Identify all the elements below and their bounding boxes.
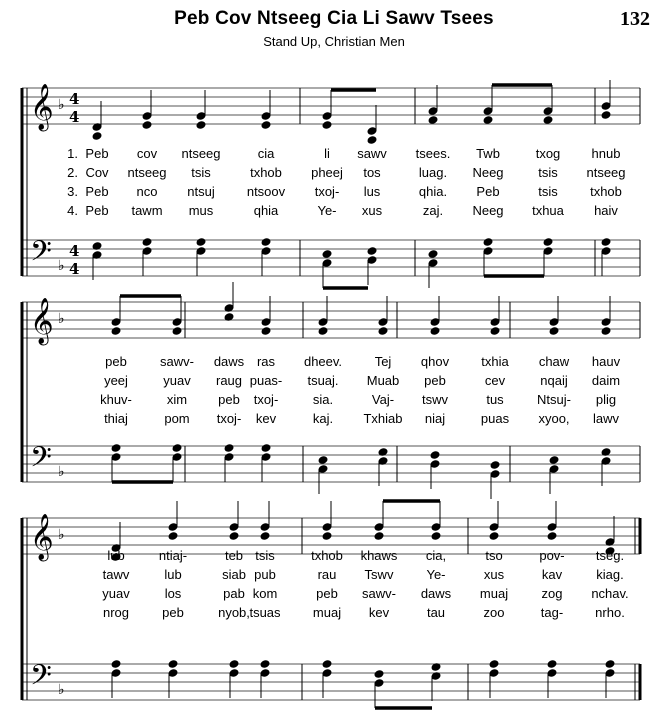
lyric-syllable: puas- [249, 373, 283, 388]
lyric-syllable: kev [368, 605, 390, 620]
treble-note-head [546, 531, 557, 541]
lyric-syllable: txoj- [253, 392, 279, 407]
lyric-syllable: peb [424, 373, 446, 388]
lyric-line [0, 373, 668, 391]
lyric-syllable: Txhiab [363, 411, 403, 426]
lyric-syllable: lus [363, 184, 381, 199]
bass-note-head [373, 669, 384, 679]
treble-note-head [228, 531, 239, 541]
lyric-line [0, 203, 668, 221]
lyric-syllable: Twb [476, 146, 500, 161]
flat-icon: ♭ [58, 311, 65, 327]
treble-clef-icon: 𝄞 [30, 298, 54, 344]
lyric-syllable: Cov [85, 165, 109, 180]
lyric-syllable: rau [317, 567, 337, 582]
lyric-syllable: li [324, 146, 330, 161]
lyric-syllable: sawv- [362, 586, 396, 601]
hymn-number: 132 [620, 8, 650, 30]
lyric-syllable: tos [363, 165, 381, 180]
lyric-syllable: Neeg [472, 165, 504, 180]
time-signature-top: 4 [69, 242, 80, 260]
lyric-syllable: Muab [366, 373, 400, 388]
lyric-syllable: txhob [311, 548, 343, 563]
lyric-syllable: muaj [479, 586, 509, 601]
bass-note-head [228, 659, 239, 669]
lyric-syllable: haiv [594, 203, 618, 218]
lyric-syllable: pub [254, 567, 276, 582]
lyric-line [0, 567, 668, 585]
lyric-syllable: tsuaj. [307, 373, 339, 388]
lyric-syllable: qhov [420, 354, 450, 369]
lyric-syllable: ntsoov [246, 184, 286, 199]
lyric-syllable: siab [222, 567, 246, 582]
treble-note-head [167, 531, 178, 541]
lyric-syllable: lawv [592, 411, 620, 426]
lyric-line [0, 392, 668, 410]
lyric-syllable: txhob [250, 165, 282, 180]
lyric-syllable: nyob, [218, 605, 250, 620]
lyric-syllable: qhia. [418, 184, 448, 199]
lyric-syllable: daws [420, 586, 452, 601]
flat-icon: ♭ [58, 97, 65, 113]
lyric-syllable: tso [485, 548, 503, 563]
lyric-syllable: peb [218, 392, 240, 407]
lyric-syllable: nco [136, 184, 158, 199]
lyric-syllable: zaj. [422, 203, 444, 218]
bass-note-head [488, 659, 499, 669]
hymn-title: Peb Cov Ntseeg Cia Li Sawv Tsees [174, 8, 494, 29]
lyric-syllable: tag- [540, 605, 564, 620]
lyric-syllable: daws [213, 354, 245, 369]
lyric-line [0, 354, 668, 372]
lyric-syllable: Peb [85, 184, 109, 199]
lyric-syllable: mus [188, 203, 214, 218]
lyric-syllable: zoo [483, 605, 505, 620]
lyric-syllable: kom [252, 586, 278, 601]
lyric-syllable: lub [107, 548, 125, 563]
lyric-syllable: khaws [360, 548, 398, 563]
lyric-syllable: Peb [476, 184, 500, 199]
lyric-syllable: xus [483, 567, 505, 582]
lyric-syllable: ras [256, 354, 276, 369]
lyric-syllable: xus [361, 203, 383, 218]
lyric-syllable: yeej [104, 373, 128, 388]
lyric-syllable: khuv- [100, 392, 132, 407]
lyric-syllable: tsis [538, 184, 558, 199]
lyric-syllable: txhob [590, 184, 622, 199]
lyric-syllable: Vaj- [371, 392, 395, 407]
bass-clef-icon: 𝄢 [30, 659, 52, 699]
bass-note-head [546, 659, 557, 669]
lyric-syllable: txhua [532, 203, 564, 218]
lyric-syllable: tsis [191, 165, 211, 180]
lyric-syllable: Ntsuj- [537, 392, 571, 407]
lyric-syllable: tawm [131, 203, 163, 218]
verse-number: 2. [67, 165, 78, 180]
lyric-syllable: kiag. [596, 567, 624, 582]
lyric-line [0, 146, 668, 164]
hymn-subtitle: Stand Up, Christian Men [263, 34, 405, 49]
lyric-syllable: plig [595, 392, 617, 407]
lyric-syllable: txog [535, 146, 561, 161]
lyric-syllable: cia, [425, 548, 447, 563]
time-signature-bottom: 4 [69, 108, 80, 126]
lyric-syllable: pov- [539, 548, 565, 563]
lyric-syllable: xyoo, [538, 411, 570, 426]
bass-clef-icon: 𝄢 [30, 441, 52, 481]
lyric-syllable: xim [166, 392, 188, 407]
lyric-syllable: tsuas [249, 605, 281, 620]
lyric-syllable: peb [316, 586, 338, 601]
lyric-syllable: cia [257, 146, 275, 161]
lyric-syllable: tsis [255, 548, 275, 563]
lyric-syllable: nqaij [540, 373, 568, 388]
lyric-syllable: zog [541, 586, 563, 601]
bass-note-head [167, 659, 178, 669]
lyric-syllable: ntseeg [127, 165, 167, 180]
bass-clef-icon: 𝄢 [30, 235, 52, 275]
lyric-syllable: tswv [422, 392, 448, 407]
lyric-syllable: Peb [85, 203, 109, 218]
lyric-syllable: yuav [163, 373, 191, 388]
lyric-syllable: hnub [591, 146, 621, 161]
lyric-syllable: nrog [102, 605, 130, 620]
bass-note-head [604, 659, 615, 669]
lyric-syllable: txhia [481, 354, 509, 369]
lyric-syllable: txoj- [216, 411, 242, 426]
verse-number: 4. [67, 203, 78, 218]
lyric-syllable: kaj. [312, 411, 334, 426]
lyric-syllable: los [164, 586, 182, 601]
flat-icon: ♭ [58, 527, 65, 543]
bass-note-head [321, 659, 332, 669]
verse-number: 1. [67, 146, 78, 161]
lyric-syllable: thiaj [104, 411, 128, 426]
lyric-syllable: tawv [102, 567, 130, 582]
lyric-line [0, 411, 668, 429]
lyric-syllable: ntsuj [187, 184, 215, 199]
lyric-syllable: Peb [85, 146, 109, 161]
lyric-line [0, 586, 668, 604]
lyric-syllable: kav [541, 567, 563, 582]
lyric-syllable: Ye- [426, 567, 446, 582]
lyric-syllable: luag. [418, 165, 448, 180]
lyric-syllable: ntiaj- [158, 548, 188, 563]
lyric-syllable: tseg. [595, 548, 625, 563]
lyric-syllable: cov [136, 146, 158, 161]
lyric-line [0, 548, 668, 566]
treble-note-head [259, 531, 270, 541]
lyric-syllable: tsees. [415, 146, 451, 161]
bass-note-head [110, 659, 121, 669]
lyric-syllable: dheev. [303, 354, 343, 369]
lyric-syllable: raug [215, 373, 243, 388]
lyric-syllable: cev [484, 373, 506, 388]
time-signature-bottom: 4 [69, 260, 80, 278]
lyric-syllable: qhia [253, 203, 279, 218]
lyric-syllable: pom [164, 411, 190, 426]
time-signature-top: 4 [69, 90, 80, 108]
lyric-syllable: pheej [311, 165, 343, 180]
flat-icon: ♭ [58, 258, 65, 274]
treble-note-head [430, 531, 441, 541]
lyric-syllable: peb [162, 605, 184, 620]
treble-clef-icon: 𝄞 [30, 84, 54, 130]
treble-note-head [488, 531, 499, 541]
flat-icon: ♭ [58, 464, 65, 480]
lyric-syllable: tau [426, 605, 446, 620]
lyric-syllable: chaw [538, 354, 570, 369]
lyric-syllable: yuav [102, 586, 130, 601]
lyric-syllable: sawv- [160, 354, 194, 369]
lyric-syllable: Neeg [472, 203, 504, 218]
lyric-syllable: Tej [374, 354, 392, 369]
lyric-syllable: pab [223, 586, 245, 601]
lyric-syllable: Ye- [317, 203, 337, 218]
lyric-syllable: niaj [424, 411, 446, 426]
lyric-syllable: nchav. [591, 586, 629, 601]
lyric-syllable: puas [480, 411, 510, 426]
treble-note-head [373, 531, 384, 541]
lyric-syllable: Tswv [364, 567, 394, 582]
lyric-syllable: txoj- [314, 184, 340, 199]
lyric-syllable: nrho. [595, 605, 625, 620]
lyric-syllable: muaj [312, 605, 342, 620]
lyric-line [0, 165, 668, 183]
lyric-syllable: ntseeg [181, 146, 221, 161]
lyric-line [0, 184, 668, 202]
treble-note-head [321, 531, 332, 541]
lyric-line [0, 605, 668, 623]
flat-icon: ♭ [58, 682, 65, 698]
lyric-syllable: kev [255, 411, 277, 426]
verse-number: 3. [67, 184, 78, 199]
lyric-syllable: hauv [591, 354, 621, 369]
lyric-syllable: tus [486, 392, 504, 407]
lyric-syllable: ntseeg [586, 165, 626, 180]
lyric-syllable: teb [224, 548, 244, 563]
lyric-syllable: sia. [312, 392, 334, 407]
lyric-syllable: sawv [357, 146, 387, 161]
lyric-syllable: peb [105, 354, 127, 369]
bass-note-head [259, 659, 270, 669]
lyric-syllable: lub [164, 567, 182, 582]
lyric-syllable: tsis [538, 165, 558, 180]
lyric-syllable: daim [591, 373, 621, 388]
treble-clef-icon: 𝄞 [30, 514, 54, 560]
